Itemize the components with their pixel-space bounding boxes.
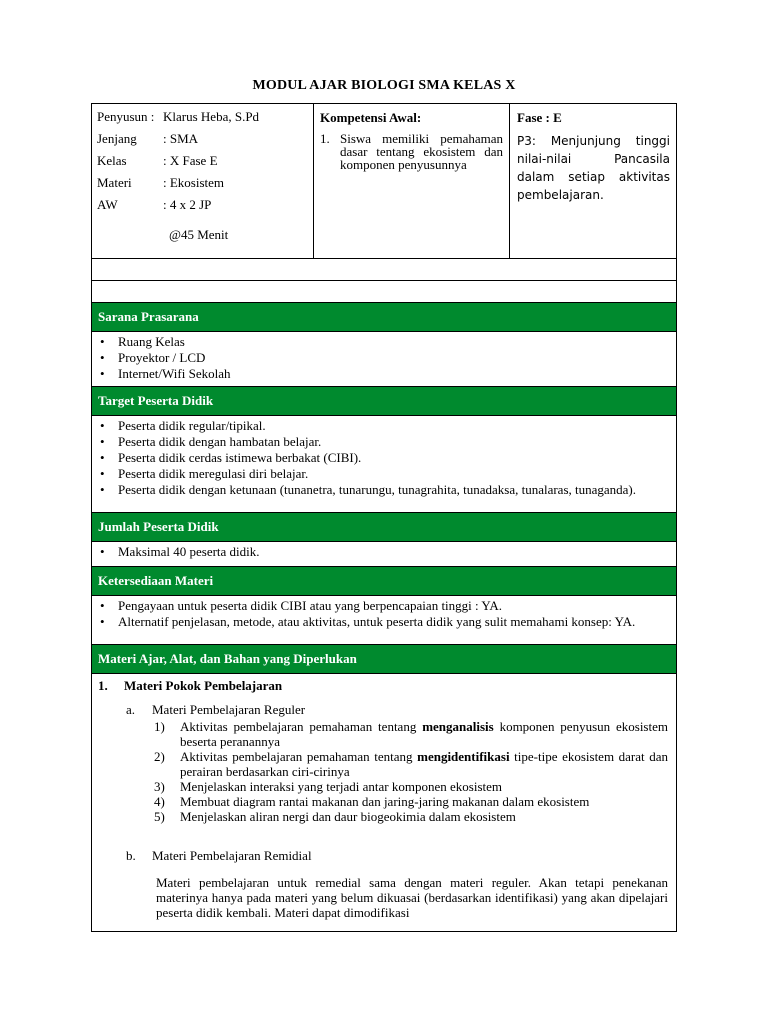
section-header-target: Target Peserta Didik bbox=[92, 387, 676, 416]
list-item bbox=[154, 749, 668, 779]
info-key: Jenjang bbox=[97, 131, 137, 146]
author-info-cell bbox=[92, 104, 314, 258]
kompetensi-text: Siswa memiliki pemahaman dasar tentang ekosistem dan komponen penyusunnya bbox=[340, 131, 503, 172]
info-value: : Ekosistem bbox=[163, 175, 225, 190]
section-body-jumlah bbox=[92, 542, 676, 567]
list-item: • Ruang Kelas bbox=[98, 334, 668, 350]
info-kelas bbox=[97, 154, 307, 176]
reguler-list bbox=[98, 719, 668, 824]
materi-heading bbox=[98, 678, 668, 694]
list-item bbox=[154, 809, 668, 824]
sub-heading-letter: a. bbox=[126, 702, 136, 717]
item-number: 2) bbox=[154, 749, 165, 764]
fase-cell bbox=[510, 104, 676, 258]
item-number: 4) bbox=[154, 794, 165, 809]
list-item bbox=[154, 719, 668, 749]
fase-text: P3: Menjunjung tinggi nilai-nilai Pancasila dalam setiap aktivitas pembelajaran. bbox=[517, 134, 670, 202]
info-value: Klarus Heba, S.Pd bbox=[163, 109, 260, 124]
module-table bbox=[91, 103, 677, 932]
sub-heading-reguler bbox=[98, 702, 668, 717]
sub-heading-remedial bbox=[98, 848, 668, 863]
list-item: • Peserta didik cerdas istimewa berbakat (CIBI). bbox=[98, 450, 668, 466]
kompetensi-cell bbox=[314, 104, 510, 258]
info-value: : SMA bbox=[163, 131, 199, 146]
document-title: MODUL AJAR BIOLOGI SMA KELAS X bbox=[252, 78, 516, 93]
section-body-target bbox=[92, 416, 676, 513]
section-body-sarana bbox=[92, 332, 676, 387]
section-header-jumlah: Jumlah Peserta Didik bbox=[92, 513, 676, 542]
info-key: Materi bbox=[97, 175, 132, 190]
info-jenjang bbox=[97, 132, 307, 154]
list-item: • Proyektor / LCD bbox=[98, 350, 668, 366]
section-body-materi bbox=[92, 674, 676, 920]
info-materi bbox=[97, 176, 307, 198]
list-item: • Internet/Wifi Sekolah bbox=[98, 366, 668, 382]
kompetensi-item bbox=[320, 132, 503, 171]
list-item: • Alternatif penjelasan, metode, atau aktivitas, untuk peserta didik yang sulit memahami konsep: YA. bbox=[98, 614, 668, 630]
info-key: Penyusun : bbox=[97, 109, 155, 124]
sub-heading-text: Materi Pembelajaran Remidial bbox=[152, 848, 312, 863]
item-text-bold: mengidentifikasi bbox=[417, 749, 510, 764]
item-text-plain: Aktivitas pembelajaran pemahaman tentang bbox=[180, 749, 418, 764]
item-text-plain: komponen penyusun ekosistem beserta peranannya bbox=[180, 719, 668, 749]
item-text: Menjelaskan aliran nergi dan daur biogeokimia dalam ekosistem bbox=[180, 809, 516, 824]
item-text-bold: menganalisis bbox=[422, 719, 494, 734]
list-item: • Pengayaan untuk peserta didik CIBI atau yang berpencapaian tinggi : YA. bbox=[98, 598, 668, 614]
list-item: • Peserta didik meregulasi diri belajar. bbox=[98, 466, 668, 482]
info-key: Kelas bbox=[97, 153, 127, 168]
list-item: • Peserta didik dengan ketunaan (tunanetra, tunarungu, tunagrahita, tunadaksa, tunalaras, tunaganda). bbox=[98, 482, 668, 498]
materi-heading-number: 1. bbox=[98, 678, 108, 693]
section-body-ketersediaan bbox=[92, 596, 676, 645]
info-value: : X Fase E bbox=[163, 153, 218, 168]
item-text-plain: tipe-tipe ekosistem darat dan perairan berdasarkan ciri-cirinya bbox=[180, 749, 668, 779]
fase-label: Fase : E bbox=[517, 110, 562, 125]
list-item: • Maksimal 40 peserta didik. bbox=[98, 544, 668, 560]
info-key: AW bbox=[97, 197, 118, 212]
list-item: • Peserta didik dengan hambatan belajar. bbox=[98, 434, 668, 450]
empty-row bbox=[92, 259, 676, 281]
item-number: 5) bbox=[154, 809, 165, 824]
list-item bbox=[154, 794, 668, 809]
empty-row bbox=[92, 281, 676, 303]
list-item: • Peserta didik regular/tipikal. bbox=[98, 418, 668, 434]
section-header-sarana: Sarana Prasarana bbox=[92, 303, 676, 332]
info-aw bbox=[97, 198, 307, 220]
info-value: : 4 x 2 JP bbox=[163, 197, 212, 212]
kompetensi-number: 1. bbox=[320, 131, 330, 146]
item-number: 1) bbox=[154, 719, 165, 734]
section-header-ketersediaan: Ketersediaan Materi bbox=[92, 567, 676, 596]
item-text: Menjelaskan interaksi yang terjadi antar komponen ekosistem bbox=[180, 779, 503, 794]
item-text: Membuat diagram rantai makanan dan jaring-jaring makanan dalam ekosistem bbox=[180, 794, 590, 809]
sub-heading-letter: b. bbox=[126, 848, 136, 863]
materi-heading-text: Materi Pokok Pembelajaran bbox=[124, 678, 283, 693]
info-row bbox=[92, 104, 676, 259]
item-number: 3) bbox=[154, 779, 165, 794]
info-duration: @45 Menit bbox=[169, 227, 229, 242]
item-text bbox=[180, 749, 668, 779]
kompetensi-label: Kompetensi Awal: bbox=[320, 110, 422, 125]
item-text bbox=[180, 719, 668, 749]
info-penyusun bbox=[97, 110, 307, 132]
section-header-materi: Materi Ajar, Alat, dan Bahan yang Diperlukan bbox=[92, 645, 676, 674]
item-text-plain: Aktivitas pembelajaran pemahaman tentang bbox=[180, 719, 423, 734]
sub-heading-text: Materi Pembelajaran Reguler bbox=[152, 702, 306, 717]
list-item bbox=[154, 779, 668, 794]
remedial-paragraph: Materi pembelajaran untuk remedial sama dengan materi reguler. Akan tetapi penekanan materinya hanya pada materi yang belum dikuasai (berdasarkan identifikasi) yang akan dipelajari peserta didik kembali. Materi dapat dimodifikasi bbox=[156, 875, 668, 920]
